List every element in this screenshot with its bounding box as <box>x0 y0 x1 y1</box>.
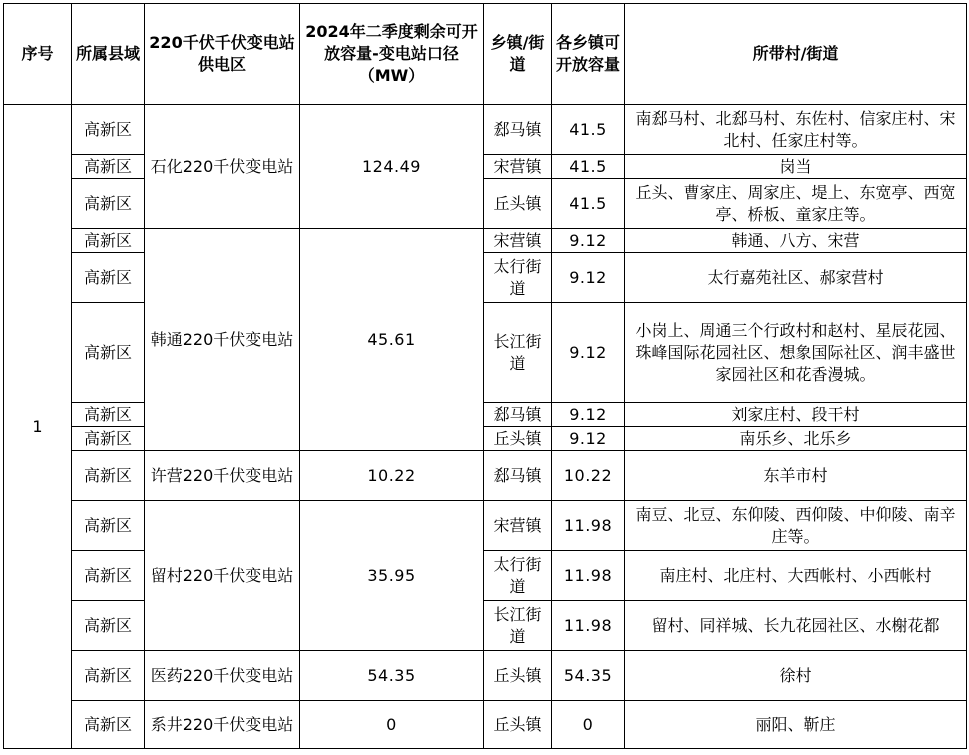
header-substation: 220千伏千伏变电站供电区 <box>145 4 300 105</box>
capacity-cell: 54.35 <box>300 651 484 701</box>
county-cell: 高新区 <box>72 701 145 749</box>
town-cell: 郄马镇 <box>484 451 552 501</box>
villages-cell: 徐村 <box>625 651 967 701</box>
town-cell: 郄马镇 <box>484 105 552 155</box>
villages-cell: 太行嘉苑社区、郝家营村 <box>625 253 967 303</box>
header-town: 乡镇/街道 <box>484 4 552 105</box>
villages-cell: 韩通、八方、宋营 <box>625 229 967 253</box>
town-capacity-cell: 41.5 <box>552 105 625 155</box>
town-cell: 长江街道 <box>484 601 552 651</box>
county-cell: 高新区 <box>72 179 145 229</box>
town-cell: 宋营镇 <box>484 155 552 179</box>
town-capacity-cell: 10.22 <box>552 451 625 501</box>
town-capacity-cell: 11.98 <box>552 551 625 601</box>
header-villages: 所带村/街道 <box>625 4 967 105</box>
county-cell: 高新区 <box>72 651 145 701</box>
table-row <box>4 501 967 551</box>
county-cell: 高新区 <box>72 427 145 451</box>
villages-cell: 丽阳、靳庄 <box>625 701 967 749</box>
villages-cell: 南乐乡、北乐乡 <box>625 427 967 451</box>
county-cell: 高新区 <box>72 105 145 155</box>
town-capacity-cell: 9.12 <box>552 229 625 253</box>
villages-cell: 岗当 <box>625 155 967 179</box>
villages-cell: 留村、同祥城、长九花园社区、水榭花都 <box>625 601 967 651</box>
county-cell: 高新区 <box>72 601 145 651</box>
county-cell: 高新区 <box>72 451 145 501</box>
town-capacity-cell: 54.35 <box>552 651 625 701</box>
header-town-capacity: 各乡镇可开放容量 <box>552 4 625 105</box>
substation-cell: 系井220千伏变电站 <box>145 701 300 749</box>
town-capacity-cell: 9.12 <box>552 253 625 303</box>
town-cell: 丘头镇 <box>484 651 552 701</box>
town-capacity-cell: 9.12 <box>552 403 625 427</box>
table-row <box>4 701 967 749</box>
substation-cell: 医药220千伏变电站 <box>145 651 300 701</box>
villages-cell: 南郄马村、北郄马村、东佐村、信家庄村、宋北村、任家庄村等。 <box>625 105 967 155</box>
town-capacity-cell: 41.5 <box>552 155 625 179</box>
county-cell: 高新区 <box>72 155 145 179</box>
town-cell: 丘头镇 <box>484 179 552 229</box>
town-cell: 太行街道 <box>484 551 552 601</box>
town-cell: 丘头镇 <box>484 701 552 749</box>
villages-cell: 南庄村、北庄村、大西帐村、小西帐村 <box>625 551 967 601</box>
town-capacity-cell: 11.98 <box>552 601 625 651</box>
villages-cell: 丘头、曹家庄、周家庄、堤上、东宽亭、西宽亭、桥板、童家庄等。 <box>625 179 967 229</box>
town-capacity-cell: 41.5 <box>552 179 625 229</box>
town-cell: 丘头镇 <box>484 427 552 451</box>
table-row <box>4 651 967 701</box>
table-body <box>4 105 967 749</box>
villages-cell: 刘家庄村、段干村 <box>625 403 967 427</box>
capacity-table <box>3 3 967 749</box>
header-county: 所属县域 <box>72 4 145 105</box>
town-cell: 郄马镇 <box>484 403 552 427</box>
header-capacity: 2024年二季度剩余可开放容量-变电站口径（MW） <box>300 4 484 105</box>
table-row <box>4 229 967 253</box>
villages-cell: 东羊市村 <box>625 451 967 501</box>
town-capacity-cell: 9.12 <box>552 427 625 451</box>
capacity-cell: 0 <box>300 701 484 749</box>
table-row <box>4 451 967 501</box>
county-cell: 高新区 <box>72 229 145 253</box>
villages-cell: 南豆、北豆、东仰陵、西仰陵、中仰陵、南辛庄等。 <box>625 501 967 551</box>
substation-cell: 石化220千伏变电站 <box>145 105 300 229</box>
county-cell: 高新区 <box>72 403 145 427</box>
table-row <box>4 105 967 155</box>
county-cell: 高新区 <box>72 551 145 601</box>
town-capacity-cell: 11.98 <box>552 501 625 551</box>
capacity-cell: 45.61 <box>300 229 484 451</box>
county-cell: 高新区 <box>72 501 145 551</box>
town-capacity-cell: 9.12 <box>552 303 625 403</box>
substation-cell: 韩通220千伏变电站 <box>145 229 300 451</box>
town-cell: 宋营镇 <box>484 229 552 253</box>
town-cell: 太行街道 <box>484 253 552 303</box>
substation-cell: 留村220千伏变电站 <box>145 501 300 651</box>
town-cell: 宋营镇 <box>484 501 552 551</box>
town-cell: 长江街道 <box>484 303 552 403</box>
substation-cell: 许营220千伏变电站 <box>145 451 300 501</box>
header-seq: 序号 <box>4 4 72 105</box>
capacity-cell: 124.49 <box>300 105 484 229</box>
capacity-cell: 10.22 <box>300 451 484 501</box>
town-capacity-cell: 0 <box>552 701 625 749</box>
capacity-cell: 35.95 <box>300 501 484 651</box>
county-cell: 高新区 <box>72 253 145 303</box>
county-cell: 高新区 <box>72 303 145 403</box>
seq-cell: 1 <box>4 105 72 749</box>
villages-cell: 小岗上、周通三个行政村和赵村、星辰花园、珠峰国际花园社区、想象国际社区、润丰盛世家园社区和花香漫城。 <box>625 303 967 403</box>
header-row <box>4 4 967 105</box>
